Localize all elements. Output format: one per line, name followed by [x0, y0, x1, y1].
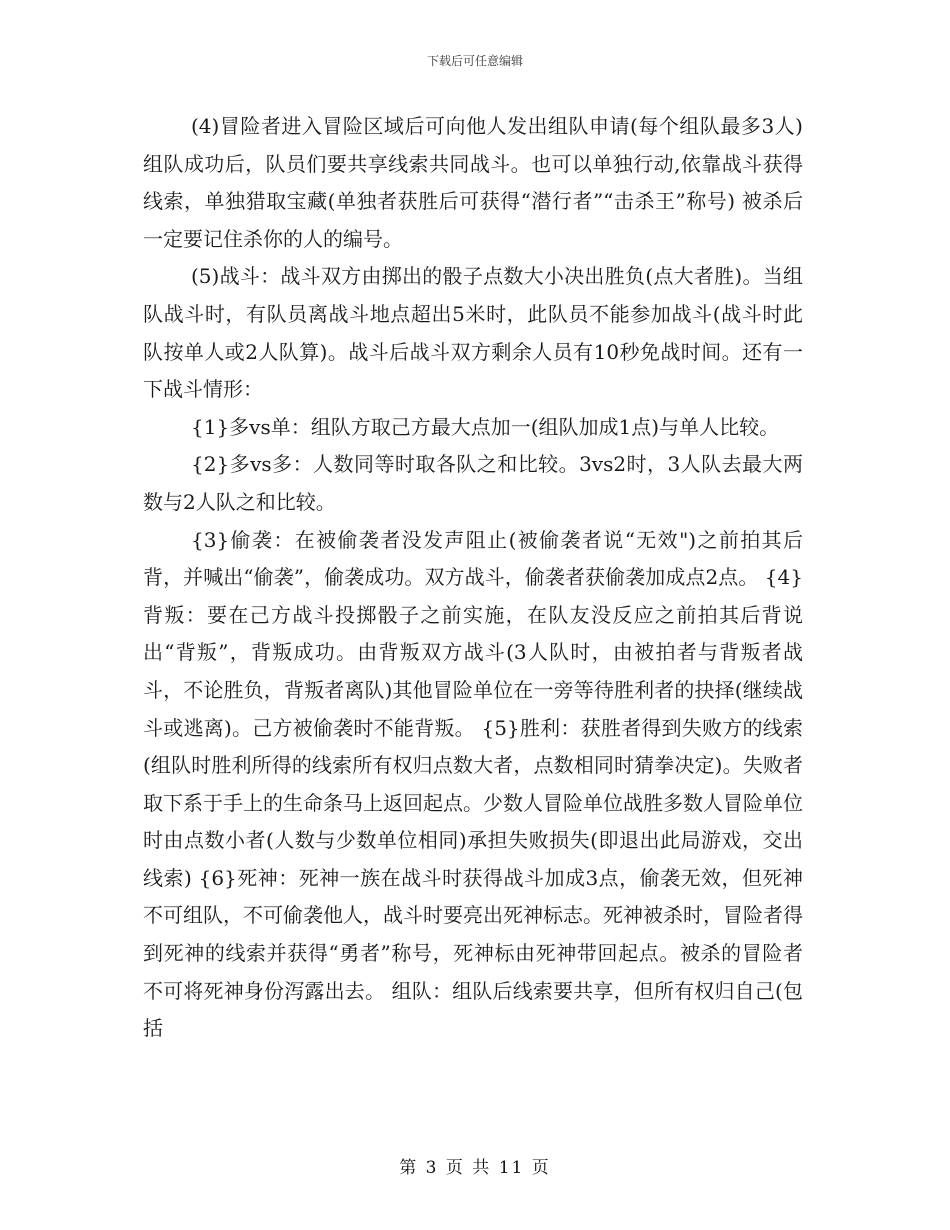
paragraph-sneak-attack-betrayal-victory-death: {3}偷袭：在被偷袭者没发声阻止(被偷袭者说“无效")之前拍其后背，并喊出“偷袭”，偷袭成功。双方战斗，偷袭者获偷袭加成点2点。 {4}背叛：要在己方战斗投掷骰子之前实施，在队友没反应之前拍其后背说出“背叛”，背叛成功。由背叛双方战斗(3人队时，由被拍者与背叛者战斗，不论胜负，背叛者离队)其他冒险单位在一旁等待胜利者的抉择(继续战斗或逃离)。己方被偷袭时不能背叛。 {5}胜利：获胜者得到失败方的线索(组队时胜利所得的线索所有权归点数大者，点数相同时猜拳决定)。失败者取下系于手上的生命条马上返回起点。少数人冒险单位战胜多数人冒险单位时由点数小者(人数与少数单位相同)承担失败损失(即退出此局游戏，交出线索) {6}死神：死神一族在战斗时获得战斗加成3点，偷袭无效，但死神不可组队，不可偷袭他人，战斗时要亮出死神标志。死神被杀时，冒险者得到死神的线索并获得“勇者”称号，死神标由死神带回起点。被杀的冒险者不可将死神身份泻露出去。 组队：组队后线索要共享，但所有权归自己(包括: [143, 527, 803, 1041]
paragraph-many-vs-many: {2}多vs多：人数同等时取各队之和比较。3vs2时，3人队去最大两数与2人队之和比较。: [143, 452, 803, 514]
paragraph-many-vs-one: {1}多vs单：组队方取己方最大点加一(组队加成1点)与单人比较。: [191, 414, 780, 439]
page-header-note: 下载后可任意编辑: [426, 54, 523, 68]
paragraph-battle-rules: (5)战斗：战斗双方由掷出的骰子点数大小决出胜负(点大者胜)。当组队战斗时，有队员离战斗地点超出5米时，此队员不能参加战斗(战斗时此队按单人或2人队算)。战斗后战斗双方剩余人员有10秒免战时间。还有一下战斗情形：: [143, 264, 803, 402]
paragraph-team-up-rules: (4)冒险者进入冒险区域后可向他人发出组队申请(每个组队最多3人)组队成功后，队员们要共享线索共同战斗。也可以单独行动,依靠战斗获得线索，单独猎取宝藏(单独者获胜后可获得“潜行者”“击杀王”称号) 被杀后一定要记住杀你的人的编号。: [143, 114, 803, 251]
page-number-footer: 第 3 页 共 11 页: [399, 1158, 551, 1178]
document-body: [143, 108, 803, 1048]
